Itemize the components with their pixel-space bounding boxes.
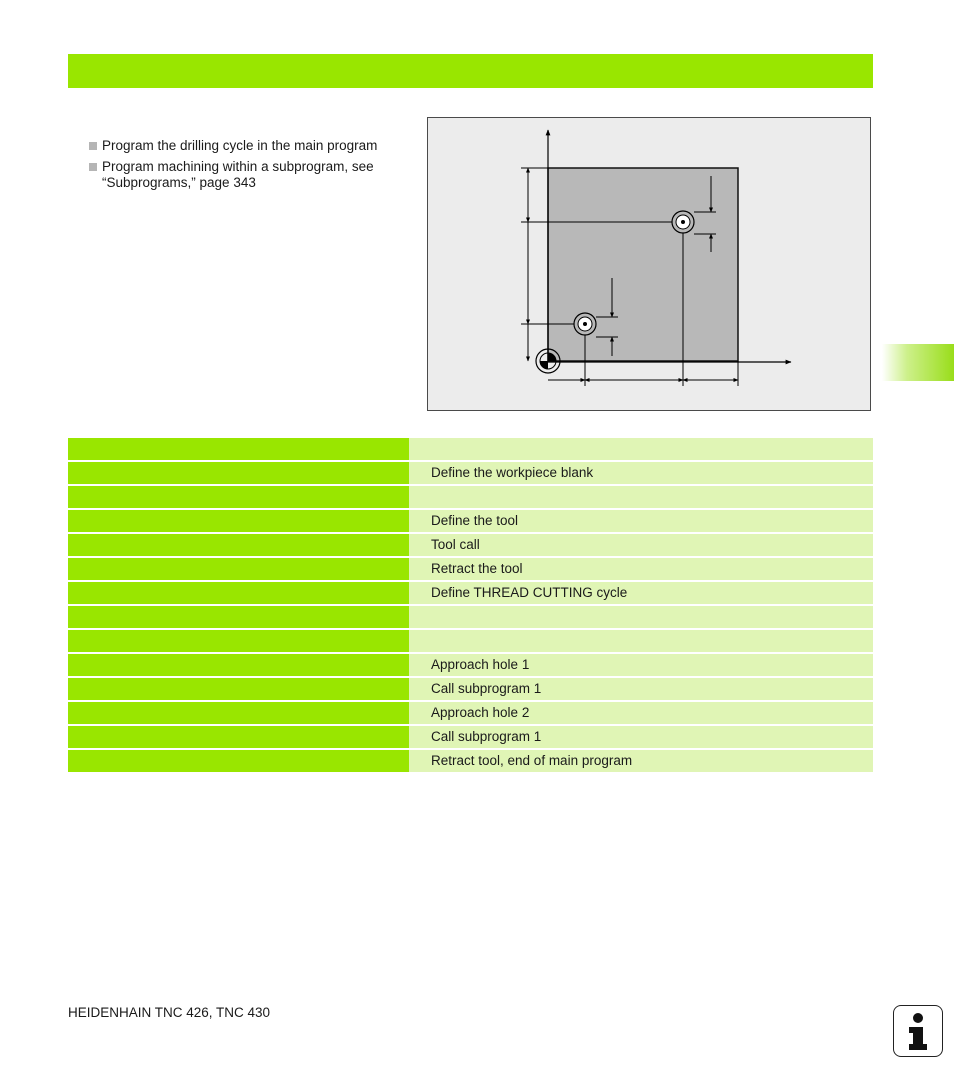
code-cell	[68, 462, 409, 484]
info-icon[interactable]	[893, 1005, 943, 1057]
code-cell	[68, 486, 409, 508]
list-item-text: Program machining within a subprogram, see “Subprograms,” page 343	[102, 159, 374, 190]
code-cell	[68, 726, 409, 748]
comment-cell: Approach hole 1	[409, 654, 873, 676]
table-row	[68, 486, 873, 508]
list-item-text: Program the drilling cycle in the main program	[102, 138, 378, 153]
table-row	[68, 462, 873, 484]
table-row	[68, 438, 873, 460]
table-row	[68, 654, 873, 676]
comment-cell: Define THREAD CUTTING cycle	[409, 582, 873, 604]
page-footer: HEIDENHAIN TNC 426, TNC 430	[68, 1005, 271, 1020]
table-row	[68, 510, 873, 532]
table-row	[68, 750, 873, 772]
table-row	[68, 534, 873, 556]
program-table	[68, 438, 873, 774]
table-row	[68, 678, 873, 700]
bullet-square-icon	[89, 163, 97, 171]
instruction-list	[89, 138, 409, 196]
comment-cell	[409, 438, 873, 460]
comment-cell	[409, 486, 873, 508]
info-glyph	[894, 1006, 942, 1056]
table-row	[68, 726, 873, 748]
comment-cell: Define the tool	[409, 510, 873, 532]
table-row	[68, 606, 873, 628]
table-row	[68, 702, 873, 724]
code-cell	[68, 750, 409, 772]
table-row	[68, 582, 873, 604]
comment-cell: Call subprogram 1	[409, 726, 873, 748]
code-cell	[68, 678, 409, 700]
code-cell	[68, 534, 409, 556]
comment-cell: Tool call	[409, 534, 873, 556]
code-cell	[68, 654, 409, 676]
code-cell	[68, 558, 409, 580]
hole-pattern-drawing	[428, 118, 870, 410]
code-cell	[68, 438, 409, 460]
comment-cell	[409, 630, 873, 652]
bullet-square-icon	[89, 142, 97, 150]
chapter-side-tab	[882, 344, 954, 381]
code-cell	[68, 510, 409, 532]
comment-cell: Call subprogram 1	[409, 678, 873, 700]
table-row	[68, 630, 873, 652]
code-cell	[68, 606, 409, 628]
workpiece-blank	[548, 168, 738, 361]
code-cell	[68, 702, 409, 724]
comment-cell: Approach hole 2	[409, 702, 873, 724]
list-item	[89, 138, 409, 154]
comment-cell: Retract tool, end of main program	[409, 750, 873, 772]
comment-cell: Retract the tool	[409, 558, 873, 580]
code-cell	[68, 630, 409, 652]
comment-cell: Define the workpiece blank	[409, 462, 873, 484]
drawing-figure	[427, 117, 871, 411]
list-item	[89, 159, 409, 191]
chapter-header-bar	[68, 54, 873, 88]
comment-cell	[409, 606, 873, 628]
code-cell	[68, 582, 409, 604]
table-row	[68, 558, 873, 580]
datum-origin-icon	[536, 349, 560, 373]
